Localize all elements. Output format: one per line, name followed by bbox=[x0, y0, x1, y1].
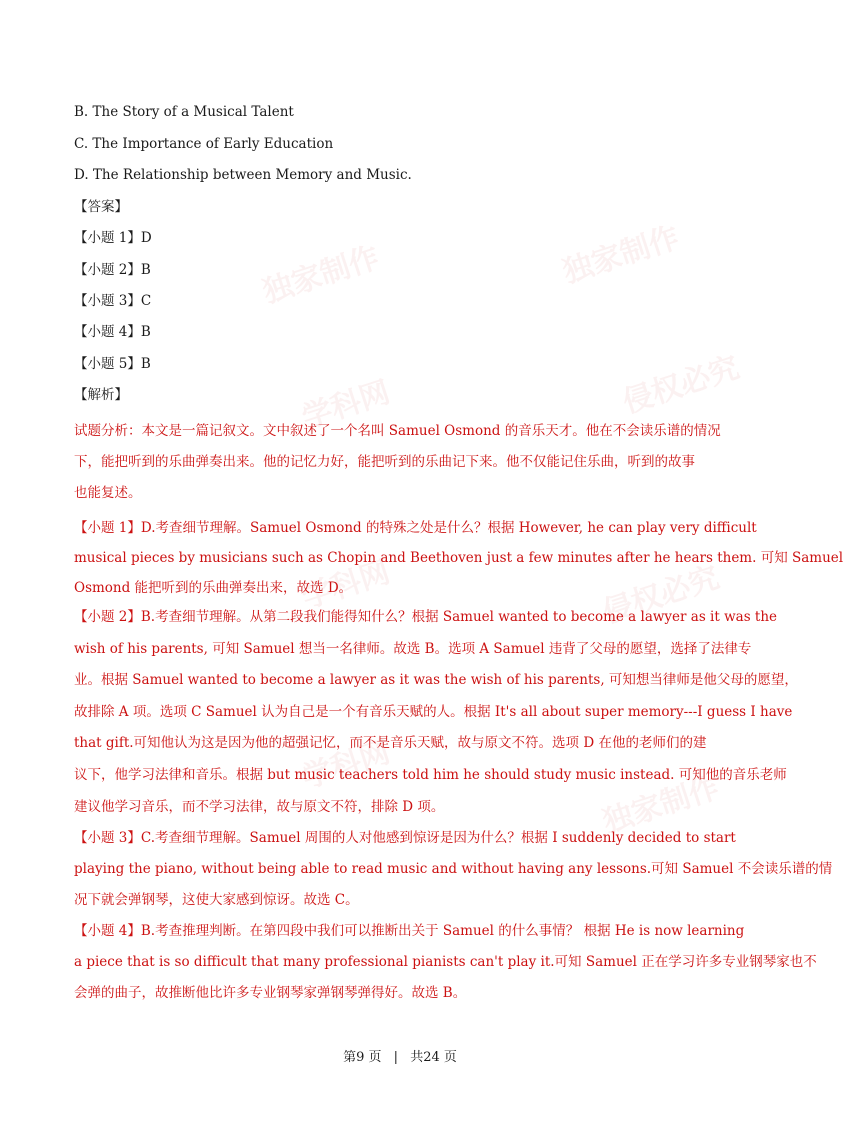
analysis-line: playing the piano, without being able to read music and without having any lessons.可知 Samuel 不会读乐谱的情 bbox=[74, 861, 833, 877]
analysis-line: 下，能把听到的乐曲弹奏出来。他的记忆力好，能把听到的乐曲记下来。他不仅能记住乐曲，听到的故事 bbox=[74, 454, 695, 470]
analysis-line: 试题分析：本文是一篇记叙文。文中叙述了一个名叫 Samuel Osmond 的音乐天才。他在不会读乐谱的情况 bbox=[74, 423, 721, 439]
analysis-line: 况下就会弹钢琴，这使大家感到惊讶。故选 C。 bbox=[74, 892, 359, 908]
analysis-line: a piece that is so difficult that many professional pianists can't play it.可知 Samuel 正在学习许多专业钢琴家也不 bbox=[74, 954, 817, 970]
watermark: 独家制作 bbox=[558, 220, 684, 291]
watermark: 学科网 bbox=[297, 374, 395, 436]
page-footer bbox=[0, 1046, 800, 1065]
watermark: 学科网 bbox=[297, 734, 395, 796]
analysis-line: 业。根据 Samuel wanted to become a lawyer as it was the wish of his parents, 可知想当律师是他父母的愿望， bbox=[74, 672, 798, 689]
analysis-summary bbox=[74, 416, 730, 509]
analysis-line: 故排除 A 项。选项 C Samuel 认为自己是一个有音乐天赋的人。根据 It's all about super memory---I guess I have bbox=[74, 703, 793, 720]
answer-heading: 【答案】 bbox=[74, 199, 128, 215]
answer-item: 【小题 5】B bbox=[74, 356, 151, 372]
analysis-line: Osmond 能把听到的乐曲弹奏出来，故选 D。 bbox=[74, 580, 353, 596]
analysis-line: 也能复述。 bbox=[74, 485, 142, 501]
analysis-line: 议下，他学习法律和音乐。根据 but music teachers told him he should study music instead. 可知他的音乐老师 bbox=[74, 766, 787, 783]
page-number: 第9 页 bbox=[343, 1050, 382, 1065]
analysis-line: 【小题 2】B.考查细节理解。从第二段我们能得知什么？根据 Samuel wanted to become a lawyer as it was the bbox=[74, 609, 778, 625]
total-pages: 共24 页 bbox=[410, 1050, 457, 1065]
watermark: 侵权必究 bbox=[598, 560, 724, 631]
watermark: 学科网 bbox=[297, 554, 395, 616]
watermark: 独家制作 bbox=[598, 770, 724, 841]
footer-separator: | bbox=[393, 1050, 399, 1065]
analysis-line: that gift.可知他认为这是因为他的超强记忆，而不是音乐天赋，故与原文不符。选项 D 在他的老师们的建 bbox=[74, 735, 707, 752]
answer-item: 【小题 3】C bbox=[74, 293, 152, 309]
analysis-line: 建议他学习音乐，而不学习法律，故与原文不符，排除 D 项。 bbox=[74, 798, 445, 815]
analysis-heading: 【解析】 bbox=[74, 387, 128, 403]
answer-item: 【小题 4】B bbox=[74, 324, 151, 340]
option-c: C. The Importance of Early Education bbox=[74, 136, 334, 152]
analysis-question-1 bbox=[74, 513, 843, 603]
answer-item: 【小题 1】D bbox=[74, 230, 152, 246]
analysis-line: 【小题 4】B.考查推理判断。在第四段中我们可以推断出关于 Samuel 的什么事情？ 根据 He is now learning bbox=[74, 923, 745, 939]
answer-item: 【小题 2】B bbox=[74, 262, 151, 278]
analysis-question-2 bbox=[74, 602, 798, 823]
analysis-question-3 bbox=[74, 823, 833, 916]
analysis-line: musical pieces by musicians such as Chopin and Beethoven just a few minutes after he hears them. 可知 Samuel bbox=[74, 550, 843, 566]
analysis-line: wish of his parents, 可知 Samuel 想当一名律师。故选 B。选项 A Samuel 违背了父母的愿望，选择了法律专 bbox=[74, 640, 752, 657]
watermark: 侵权必究 bbox=[618, 350, 744, 421]
analysis-question-4 bbox=[74, 916, 817, 1009]
analysis-line: 【小题 3】C.考查细节理解。Samuel 周围的人对他感到惊讶是因为什么？根据 I suddenly decided to start bbox=[74, 830, 736, 846]
analysis-line: 【小题 1】D.考查细节理解。Samuel Osmond 的特殊之处是什么？根据 However, he can play very difficult bbox=[74, 520, 757, 536]
analysis-line: 会弹的曲子，故推断他比许多专业钢琴家弹钢琴弹得好。故选 B。 bbox=[74, 985, 467, 1001]
watermark: 独家制作 bbox=[258, 240, 384, 311]
option-b: B. The Story of a Musical Talent bbox=[74, 104, 294, 120]
option-d: D. The Relationship between Memory and Music. bbox=[74, 167, 412, 183]
